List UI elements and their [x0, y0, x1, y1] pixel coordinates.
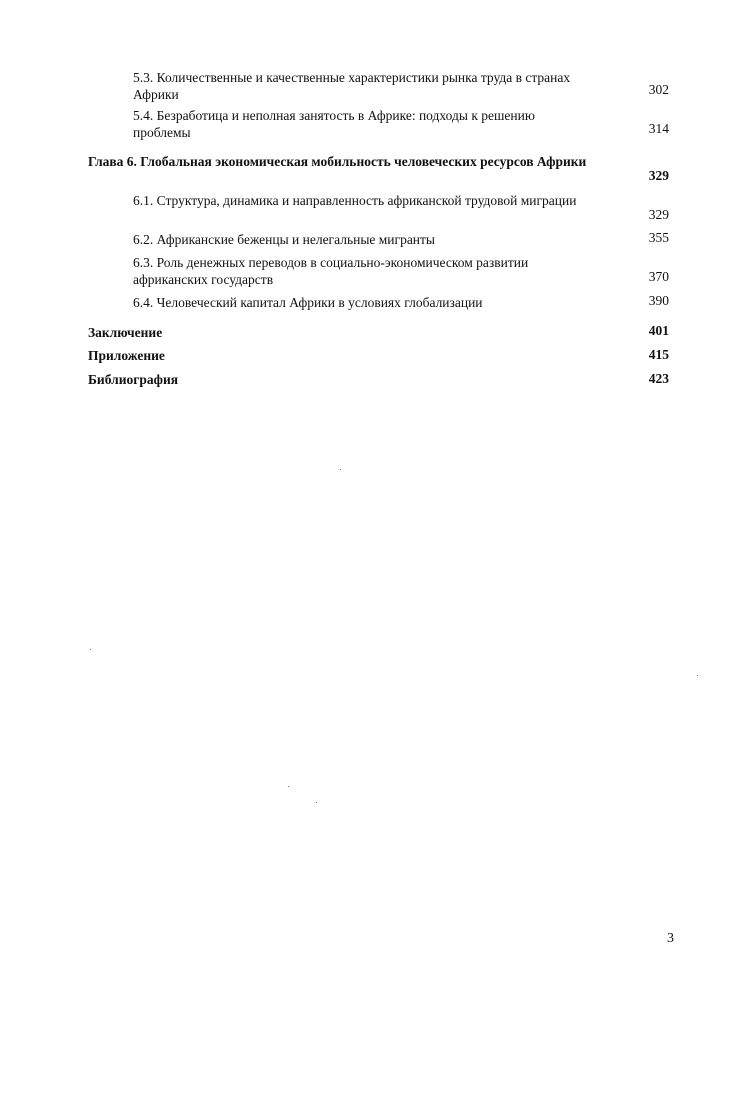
- toc-appendix: Приложение: [88, 348, 165, 363]
- page-number: 3: [667, 931, 674, 946]
- toc-chapter-6: Глава 6. Глобальная экономическая мобильность человеческих ресурсов Африки: [88, 154, 587, 169]
- toc-page-chapter-6: 329: [648, 168, 669, 183]
- toc-entry-5-4: 5.4. Безработица и неполная занятость в Африке: подходы к решению проблемы: [133, 108, 535, 140]
- toc-entry-6-1: 6.1. Структура, динамика и направленность африканской трудовой миграции: [133, 193, 577, 208]
- toc-page-bibliography: 423: [648, 371, 669, 386]
- scan-speck: [288, 786, 289, 787]
- toc-entry-6-2: 6.2. Африканские беженцы и нелегальные мигранты: [133, 232, 436, 247]
- toc-entry-6-4: 6.4. Человеческий капитал Африки в условиях глобализации: [133, 295, 483, 310]
- scan-speck: [90, 649, 91, 650]
- toc-entry-6-3: 6.3. Роль денежных переводов в социально-экономическом развитии африканских государств: [133, 255, 529, 287]
- toc-page-6-3: 370: [648, 269, 669, 284]
- toc-conclusion: Заключение: [88, 325, 163, 340]
- toc-page-6-1: 329: [648, 207, 669, 222]
- toc-page-6-4: 390: [648, 293, 669, 308]
- toc-page-5-4: 314: [648, 121, 669, 136]
- toc-page-conclusion: 401: [648, 323, 669, 338]
- scan-speck: [316, 802, 317, 803]
- toc-page-appendix: 415: [648, 347, 669, 362]
- toc-page-5-3: 302: [648, 82, 669, 97]
- toc-entry-5-3: 5.3. Количественные и качественные характеристики рынка труда в странах Африки: [133, 70, 571, 102]
- toc-page-6-2: 355: [648, 230, 669, 245]
- scan-speck: [340, 469, 341, 470]
- toc-bibliography: Библиография: [88, 372, 179, 387]
- scan-speck: [697, 675, 698, 676]
